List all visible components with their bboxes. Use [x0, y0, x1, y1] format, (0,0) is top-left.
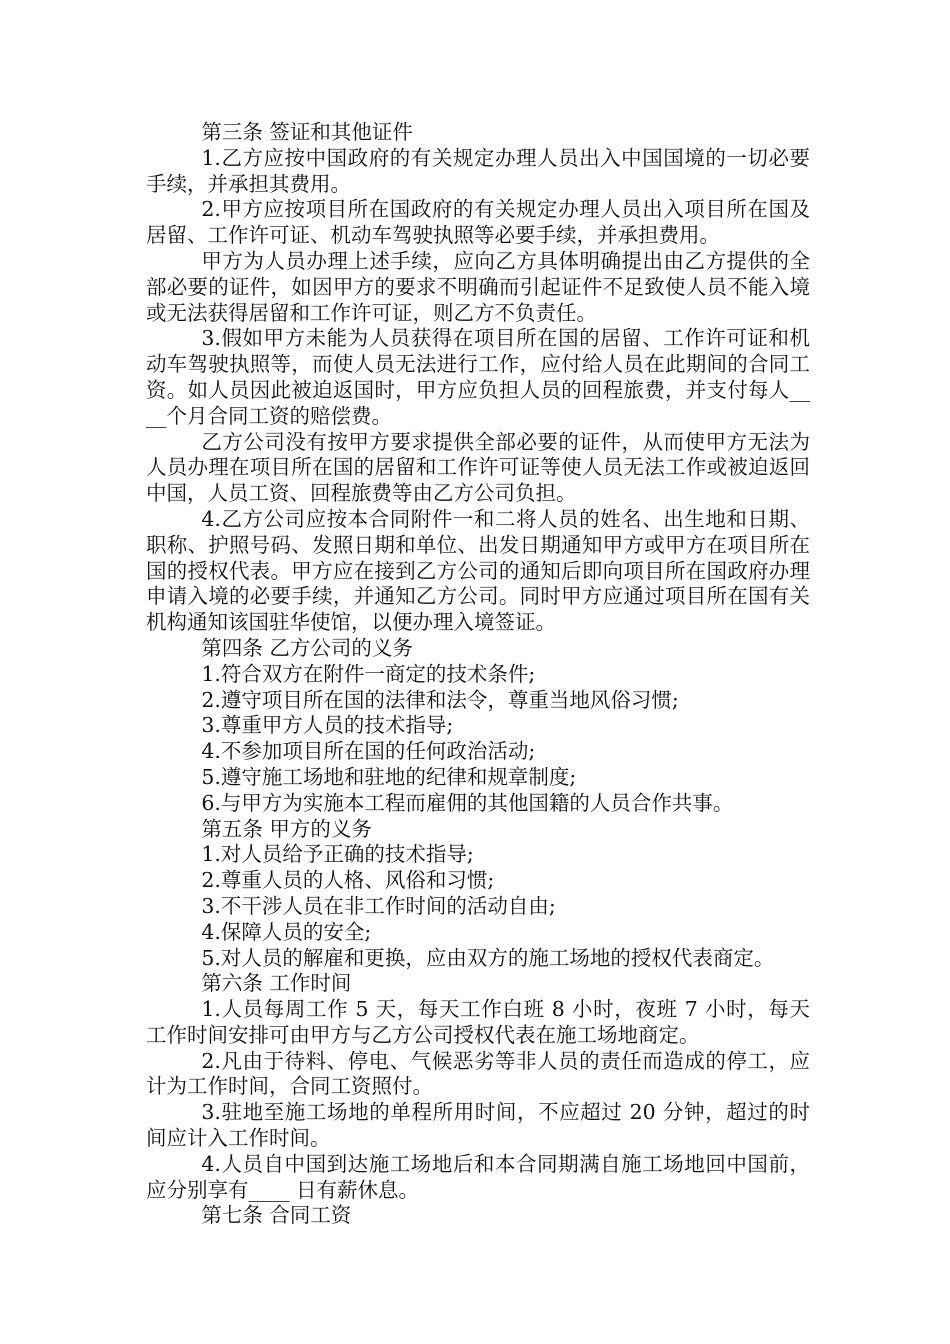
paragraph: 3.驻地至施工场地的单程所用时间，不应超过 20 分钟，超过的时间应计入工作时间。: [146, 1100, 810, 1151]
section-heading: 第五条 甲方的义务: [201, 816, 372, 841]
list-item: 5.对人员的解雇和更换，应由双方的施工场地的授权代表商定。: [201, 945, 775, 970]
list-item: 3.尊重甲方人员的技术指导;: [201, 713, 454, 738]
paragraph: 3.假如甲方未能为人员获得在项目所在国的居留、工作许可证和机动车驾驶执照等，而使人员无法进行工作，应付给人员在此期间的合同工资。如人员因此被迫返国时，甲方应负担人员的回程旅费，并支付每人____个月合同工资的赔偿费。: [146, 326, 810, 428]
list-item: 6.与甲方为实施本工程而雇佣的其他国籍的人员合作共事。: [201, 790, 734, 815]
paragraph: 乙方公司没有按甲方要求提供全部必要的证件，从而使甲方无法为人员办理在项目所在国的居留和工作许可证等使人员无法工作或被迫返回中国，人员工资、回程旅费等由乙方公司负担。: [146, 429, 810, 506]
paragraph: 2.凡由于待料、停电、气候恶劣等非人员的责任而造成的停工，应计为工作时间，合同工资照付。: [146, 1048, 810, 1099]
list-item: 3.不干涉人员在非工作时间的活动自由;: [201, 893, 556, 918]
list-item: 4.保障人员的安全;: [201, 919, 372, 944]
document-body: [146, 120, 810, 1229]
section-heading: 第四条 乙方公司的义务: [201, 635, 413, 660]
paragraph: 1.乙方应按中国政府的有关规定办理人员出入中国国境的一切必要手续，并承担其费用。: [146, 145, 810, 196]
paragraph: 4.人员自中国到达施工场地后和本合同期满自施工场地回中国前，应分别享有____ 日有薪休息。: [146, 1151, 810, 1202]
paragraph: 4.乙方公司应按本合同附件一和二将人员的姓名、出生地和日期、职称、护照号码、发照日期和单位、出发日期通知甲方或甲方在项目所在国的授权代表。甲方应在接到乙方公司的通知后即向项目所在国政府办理申请入境的必要手续，并通知乙方公司。同时甲方应通过项目所在国有关机构通知该国驻华使馆，以便办理入境签证。: [146, 506, 810, 635]
list-item: 1.符合双方在附件一商定的技术条件;: [201, 661, 536, 686]
list-item: 2.尊重人员的人格、风俗和习惯;: [201, 868, 495, 893]
section-heading: 第六条 工作时间: [201, 971, 352, 996]
list-item: 5.遵守施工场地和驻地的纪律和规章制度;: [201, 764, 577, 789]
paragraph: 1.人员每周工作 5 天，每天工作白班 8 小时，夜班 7 小时，每天工作时间安排可由甲方与乙方公司授权代表在施工场地商定。: [146, 997, 810, 1047]
list-item: 1.对人员给予正确的技术指导;: [201, 842, 474, 867]
section-heading: 第七条 合同工资: [201, 1203, 352, 1228]
section-heading: 第三条 签证和其他证件: [201, 120, 413, 144]
list-item: 2.遵守项目所在国的法律和法令，尊重当地风俗习惯;: [201, 687, 679, 712]
paragraph: 2.甲方应按项目所在国政府的有关规定办理人员出入项目所在国及居留、工作许可证、机动车驾驶执照等必要手续，并承担费用。: [146, 197, 810, 248]
list-item: 4.不参加项目所在国的任何政治活动;: [201, 739, 536, 764]
paragraph: 甲方为人员办理上述手续，应向乙方具体明确提出由乙方提供的全部必要的证件，如因甲方的要求不明确而引起证件不足致使人员不能入境或无法获得居留和工作许可证，则乙方不负责任。: [146, 248, 810, 325]
